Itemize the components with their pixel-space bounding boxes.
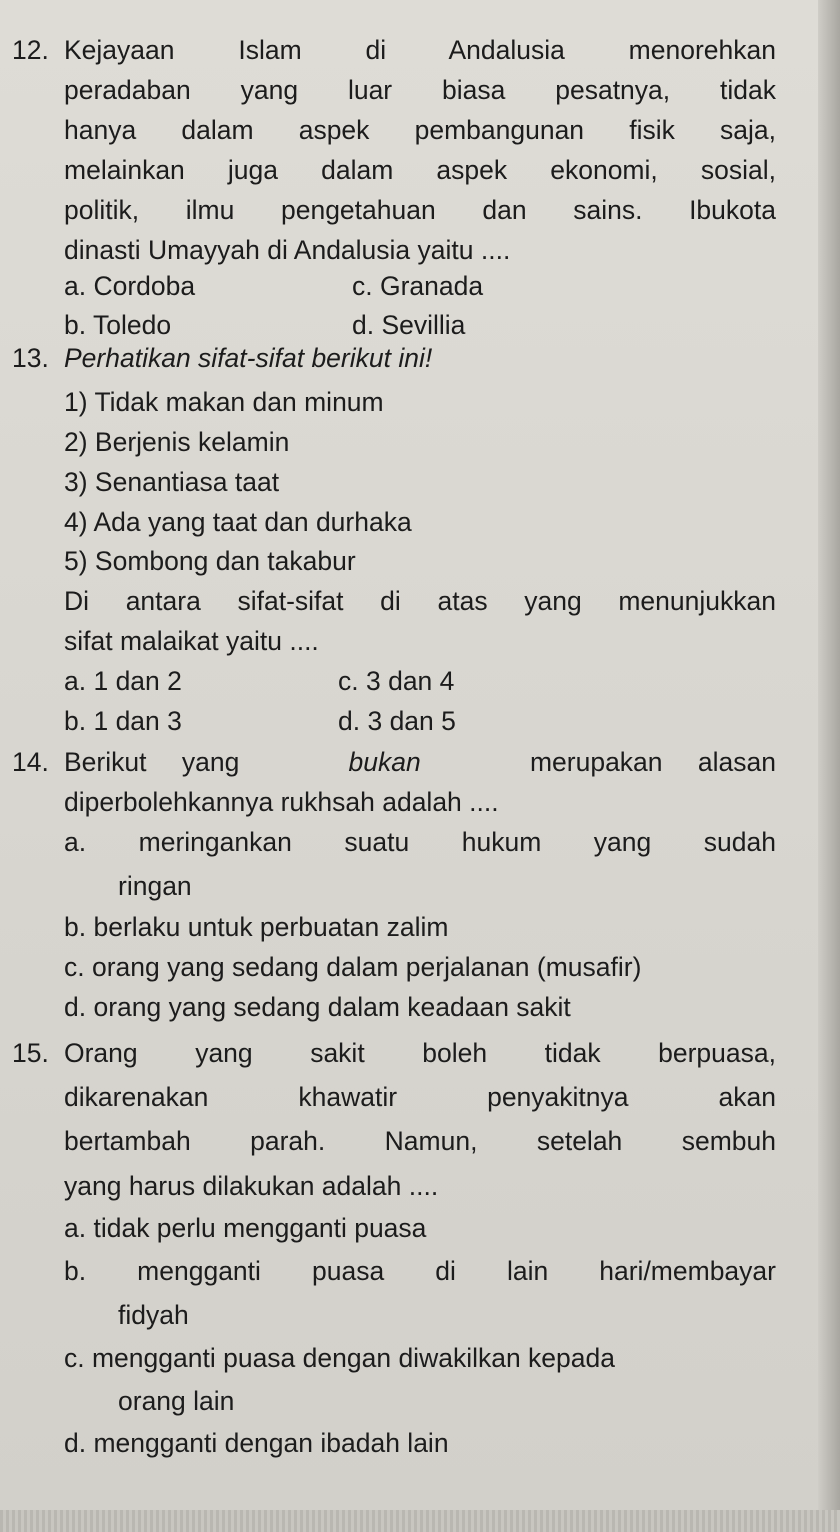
option-a-continuation: ringan — [118, 871, 192, 901]
option-c-continuation: orang lain — [118, 1386, 235, 1416]
option-b[interactable]: b. 1 dan 3 — [64, 706, 182, 736]
question-text-line: melainkan juga dalam aspek ekonomi, sosial, — [64, 155, 776, 185]
question-text-start: Berikut yang — [64, 747, 240, 777]
option-d[interactable]: d. orang yang sedang dalam keadaan sakit — [64, 992, 571, 1022]
option-c[interactable]: c. mengganti puasa dengan diwakilkan kepada — [64, 1343, 616, 1373]
question-intro: Perhatikan sifat-sifat berikut ini! — [64, 343, 433, 373]
list-item: 4) Ada yang taat dan durhaka — [64, 507, 412, 537]
question-text-line: hanya dalam aspek pembangunan fisik saja, — [64, 115, 776, 145]
option-c[interactable]: c. 3 dan 4 — [338, 666, 455, 696]
option-a[interactable]: a. tidak perlu mengganti puasa — [64, 1213, 427, 1243]
question-text-line: Orang yang sakit boleh tidak berpuasa, — [64, 1038, 776, 1068]
question-number: 15. — [12, 1038, 49, 1068]
question-number: 14. — [12, 747, 49, 777]
option-a[interactable]: a. meringankan suatu hukum yang sudah — [64, 827, 776, 857]
list-item: 2) Berjenis kelamin — [64, 427, 290, 457]
option-a[interactable]: a. Cordoba — [64, 271, 196, 301]
option-c[interactable]: c. Granada — [352, 271, 484, 301]
option-c[interactable]: c. orang yang sedang dalam perjalanan (musafir) — [64, 952, 642, 982]
option-b[interactable]: b. mengganti puasa di lain hari/membayar — [64, 1256, 776, 1286]
question-text-line: Kejayaan Islam di Andalusia menorehkan — [64, 35, 776, 65]
question-text-line: diperbolehkannya rukhsah adalah .... — [64, 787, 499, 817]
question-text-line: peradaban yang luar biasa pesatnya, tidak — [64, 75, 776, 105]
option-d[interactable]: d. mengganti dengan ibadah lain — [64, 1428, 449, 1458]
option-b[interactable]: b. berlaku untuk perbuatan zalim — [64, 912, 449, 942]
bottom-edge — [0, 1510, 840, 1532]
emphasis-word: bukan — [348, 747, 421, 777]
option-b[interactable]: b. Toledo — [64, 310, 172, 340]
list-item: 1) Tidak makan dan minum — [64, 387, 384, 417]
question-text-end: merupakan alasan — [529, 747, 776, 777]
question-text-line: politik, ilmu pengetahuan dan sains. Ibukota — [64, 195, 776, 225]
option-b-continuation: fidyah — [118, 1300, 189, 1330]
list-item: 5) Sombong dan takabur — [64, 546, 356, 576]
option-d[interactable]: d. 3 dan 5 — [338, 706, 456, 736]
option-a[interactable]: a. 1 dan 2 — [64, 666, 182, 696]
question-text-line: bertambah parah. Namun, setelah sembuh — [64, 1126, 776, 1156]
question-text-line: yang harus dilakukan adalah .... — [64, 1171, 439, 1201]
question-text-line: sifat malaikat yaitu .... — [64, 626, 319, 656]
question-text-line: Di antara sifat-sifat di atas yang menunjukkan — [64, 586, 776, 616]
question-text-line: dikarenakan khawatir penyakitnya akan — [64, 1082, 776, 1112]
list-item: 3) Senantiasa taat — [64, 467, 280, 497]
question-text-line: dinasti Umayyah di Andalusia yaitu .... — [64, 235, 511, 265]
question-text-line — [64, 749, 776, 776]
question-number: 12. — [12, 35, 49, 65]
question-number: 13. — [12, 343, 49, 373]
page-edge-shadow — [818, 0, 840, 1532]
option-d[interactable]: d. Sevillia — [352, 310, 466, 340]
